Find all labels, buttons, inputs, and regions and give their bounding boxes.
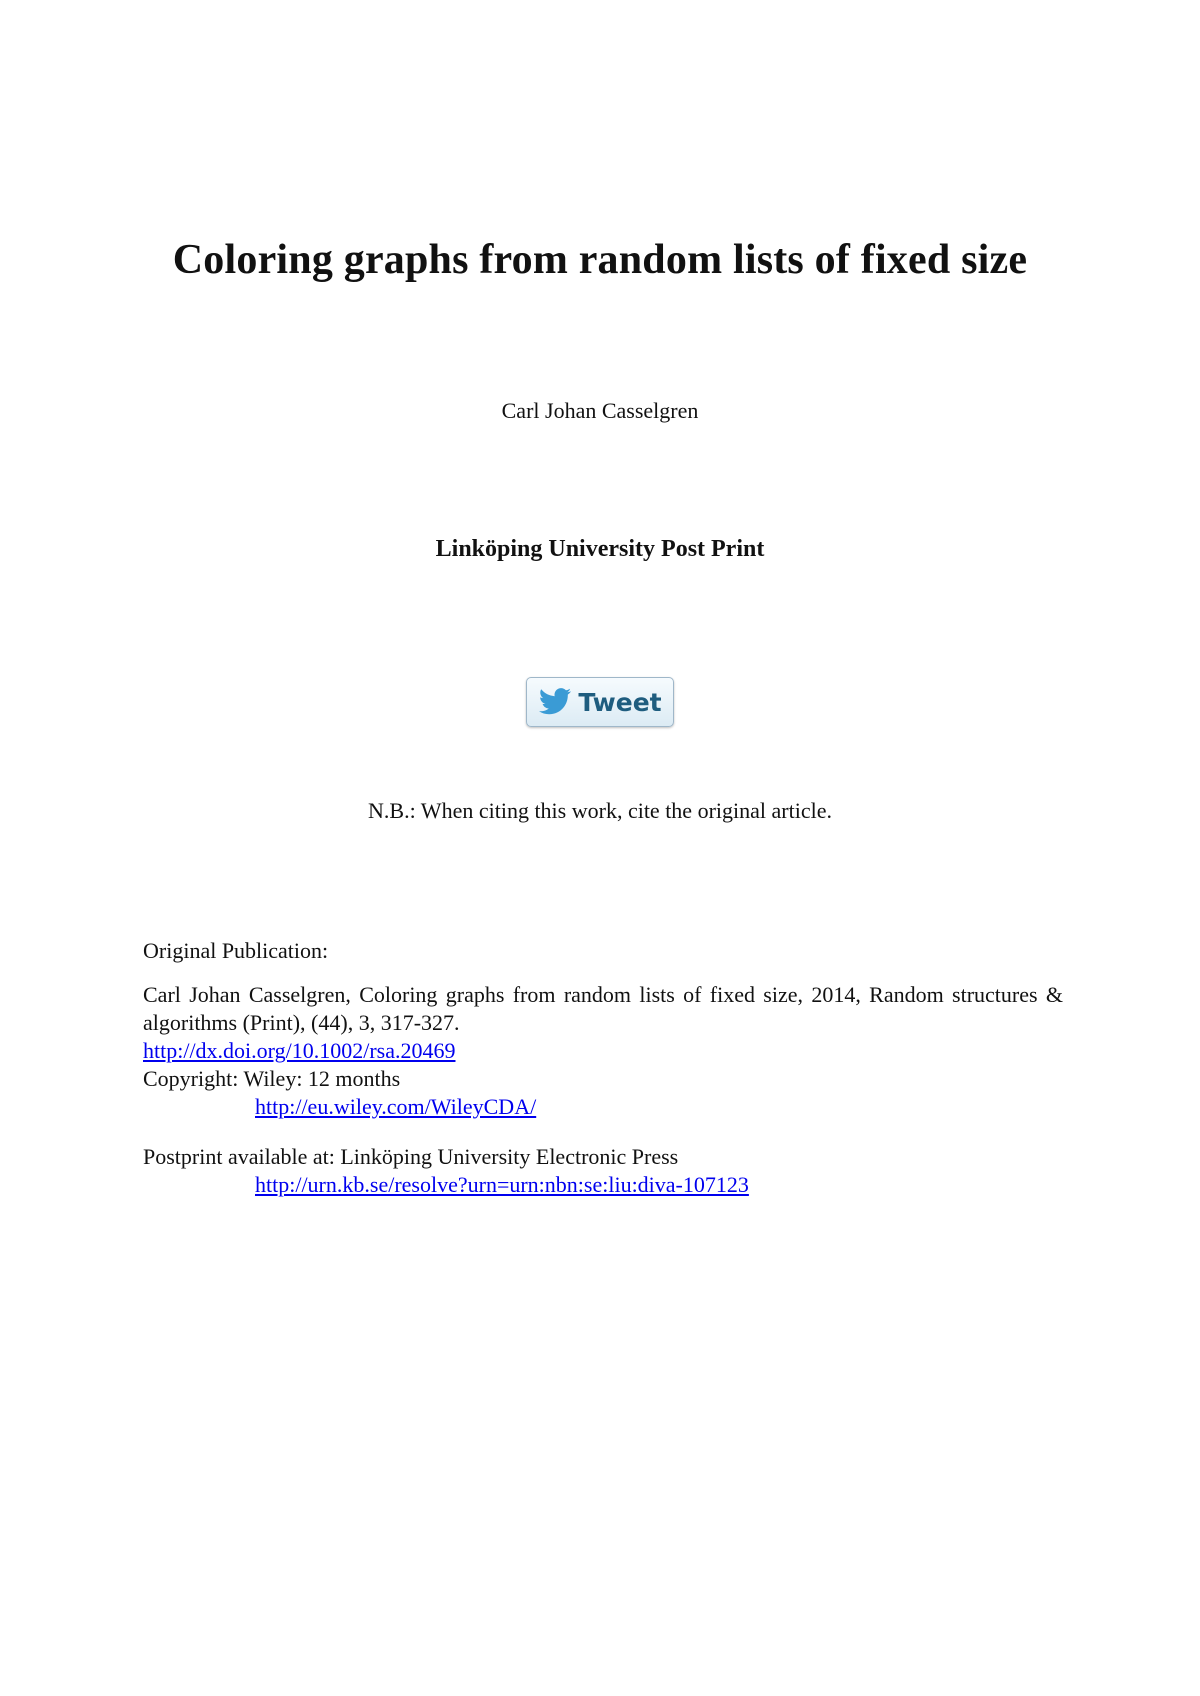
twitter-bird-icon: [538, 688, 572, 716]
postprint-available-text: Postprint available at: Linköping University Electronic Press: [143, 1144, 679, 1169]
original-publication-label: Original Publication:: [143, 938, 329, 963]
tweet-button-label: Tweet: [578, 687, 662, 717]
spacer: [143, 1121, 1063, 1143]
citation-text: Carl Johan Casselgren, Coloring graphs from random lists of fixed size, 2014, Random structures & algorithms (Print), (44), 3, 317-327.: [143, 982, 1063, 1035]
copyright-link[interactable]: http://eu.wiley.com/WileyCDA/: [255, 1094, 537, 1119]
tweet-button[interactable]: [526, 677, 674, 727]
author-name: Carl Johan Casselgren: [501, 398, 699, 423]
original-publication-section: [143, 937, 1063, 1199]
copyright-text: Copyright: Wiley: 12 months: [143, 1066, 401, 1091]
citation-note: N.B.: When citing this work, cite the original article.: [368, 798, 832, 823]
paper-title: Coloring graphs from random lists of fixed size: [172, 237, 1028, 283]
postprint-heading: Linköping University Post Print: [435, 536, 765, 562]
doi-link[interactable]: http://dx.doi.org/10.1002/rsa.20469: [143, 1038, 456, 1063]
postprint-link[interactable]: http://urn.kb.se/resolve?urn=urn:nbn:se:liu:diva-107123: [255, 1172, 749, 1197]
